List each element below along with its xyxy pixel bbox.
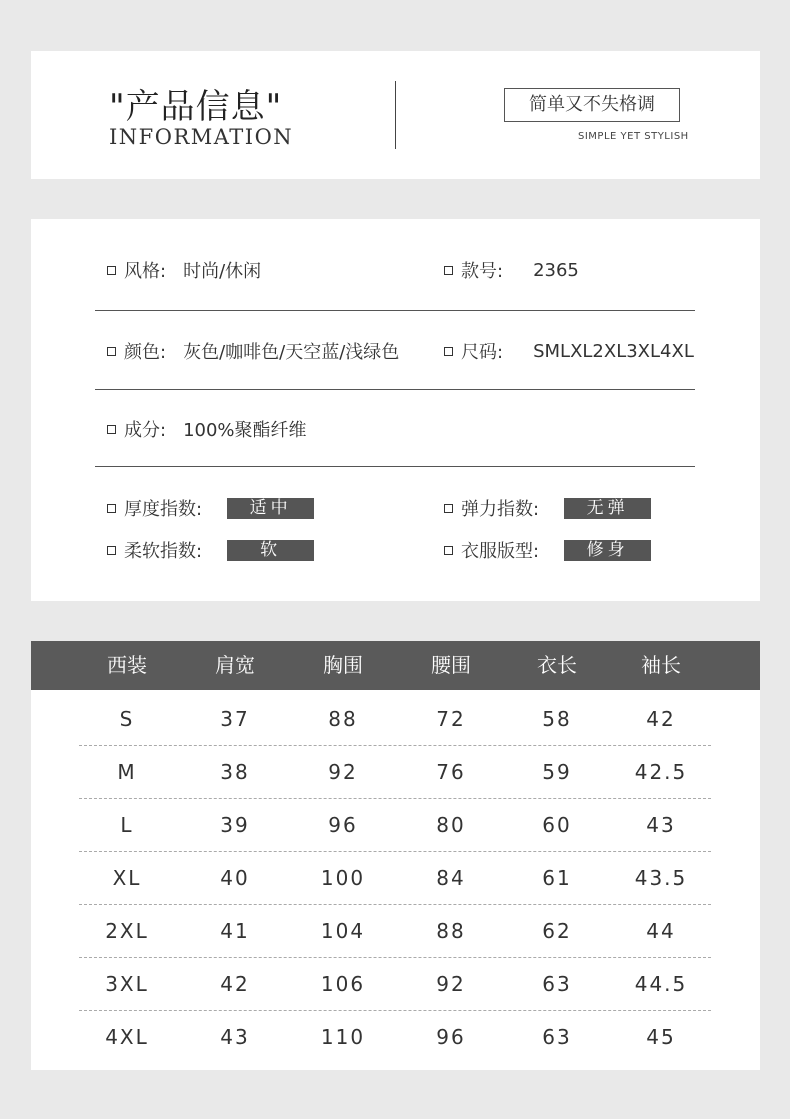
table-cell: 80	[436, 813, 466, 837]
table-row	[31, 746, 760, 799]
column-header: 袖长	[641, 653, 681, 677]
table-cell: 41	[220, 919, 250, 943]
table-cell: 62	[542, 919, 572, 943]
header-divider	[395, 81, 396, 149]
table-cell: 63	[542, 1025, 572, 1049]
table-row	[31, 958, 760, 1011]
table-cell: 96	[328, 813, 358, 837]
checkbox-square-icon	[107, 504, 116, 513]
table-cell: 104	[320, 919, 366, 943]
header-card	[31, 51, 760, 179]
table-cell: 42	[220, 972, 250, 996]
table-cell: S	[119, 707, 135, 731]
table-cell: 3XL	[105, 972, 149, 996]
checkbox-square-icon	[444, 266, 453, 275]
table-cell: 88	[328, 707, 358, 731]
table-cell: 58	[542, 707, 572, 731]
info-row-softness	[107, 537, 314, 563]
softness-tag: 软	[227, 540, 314, 561]
table-cell: 2XL	[105, 919, 149, 943]
info-divider	[95, 310, 695, 311]
info-row-thickness	[107, 495, 314, 521]
elasticity-label: 弹力指数:	[461, 499, 540, 520]
table-cell: XL	[112, 866, 142, 890]
table-header	[31, 641, 760, 690]
slogan-english: SIMPLE YET STYLISH	[578, 131, 689, 142]
column-header: 胸围	[323, 653, 363, 677]
info-row-material	[107, 416, 307, 442]
table-cell: 4XL	[105, 1025, 149, 1049]
info-row-style	[107, 257, 261, 283]
size-value: SMLXL2XL3XL4XL	[533, 340, 694, 362]
table-cell: M	[117, 760, 137, 784]
table-cell: 110	[320, 1025, 366, 1049]
table-cell: 92	[436, 972, 466, 996]
material-value: 100%聚酯纤维	[183, 420, 307, 441]
table-row	[31, 693, 760, 746]
column-header: 衣长	[537, 653, 577, 677]
column-header: 腰围	[431, 653, 471, 677]
elasticity-tag: 无弹	[564, 498, 651, 519]
table-cell: 59	[542, 760, 572, 784]
checkbox-square-icon	[444, 546, 453, 555]
info-divider	[95, 389, 695, 390]
table-cell: 38	[220, 760, 250, 784]
table-cell: 42	[646, 707, 676, 731]
table-cell: 88	[436, 919, 466, 943]
table-cell: 60	[542, 813, 572, 837]
table-cell: 72	[436, 707, 466, 731]
table-cell: 40	[220, 866, 250, 890]
checkbox-square-icon	[107, 425, 116, 434]
thickness-label: 厚度指数:	[124, 499, 203, 520]
column-header: 肩宽	[215, 653, 255, 677]
table-cell: 61	[542, 866, 572, 890]
checkbox-square-icon	[107, 347, 116, 356]
softness-label: 柔软指数:	[124, 541, 203, 562]
color-value: 灰色/咖啡色/天空蓝/浅绿色	[183, 342, 400, 363]
table-cell: L	[120, 813, 134, 837]
table-row	[31, 1011, 760, 1064]
style-label: 风格:	[124, 261, 167, 282]
table-cell: 76	[436, 760, 466, 784]
info-divider	[95, 466, 695, 467]
checkbox-square-icon	[107, 546, 116, 555]
table-cell: 63	[542, 972, 572, 996]
fit-tag: 修身	[564, 540, 651, 561]
table-cell: 100	[320, 866, 366, 890]
page-title: "产品信息"	[109, 87, 283, 127]
size-label: 尺码:	[461, 342, 504, 363]
material-label: 成分:	[124, 420, 167, 441]
checkbox-square-icon	[444, 504, 453, 513]
slogan-box: 简单又不失格调	[504, 88, 680, 122]
checkbox-square-icon	[107, 266, 116, 275]
info-row-size	[444, 338, 694, 364]
table-cell: 44.5	[634, 972, 688, 996]
table-cell: 44	[646, 919, 676, 943]
thickness-tag: 适中	[227, 498, 314, 519]
product-info-card	[31, 219, 760, 601]
table-cell: 37	[220, 707, 250, 731]
table-row	[31, 852, 760, 905]
column-header: 西装	[107, 653, 147, 677]
table-cell: 106	[320, 972, 366, 996]
table-cell: 43.5	[634, 866, 688, 890]
fit-label: 衣服版型:	[461, 541, 540, 562]
style-value: 时尚/休闲	[183, 261, 262, 282]
info-row-elasticity	[444, 495, 651, 521]
page-subtitle: INFORMATION	[109, 125, 294, 149]
table-cell: 84	[436, 866, 466, 890]
model-value: 2365	[533, 259, 579, 281]
table-cell: 39	[220, 813, 250, 837]
checkbox-square-icon	[444, 347, 453, 356]
table-row	[31, 905, 760, 958]
table-cell: 43	[220, 1025, 250, 1049]
table-cell: 43	[646, 813, 676, 837]
table-cell: 45	[646, 1025, 676, 1049]
table-row	[31, 799, 760, 852]
color-label: 颜色:	[124, 342, 167, 363]
table-cell: 42.5	[634, 760, 688, 784]
info-row-model	[444, 257, 579, 283]
model-label: 款号:	[461, 261, 504, 282]
info-row-fit	[444, 537, 651, 563]
table-cell: 96	[436, 1025, 466, 1049]
info-row-color	[107, 338, 399, 364]
table-cell: 92	[328, 760, 358, 784]
size-table	[31, 641, 760, 1070]
